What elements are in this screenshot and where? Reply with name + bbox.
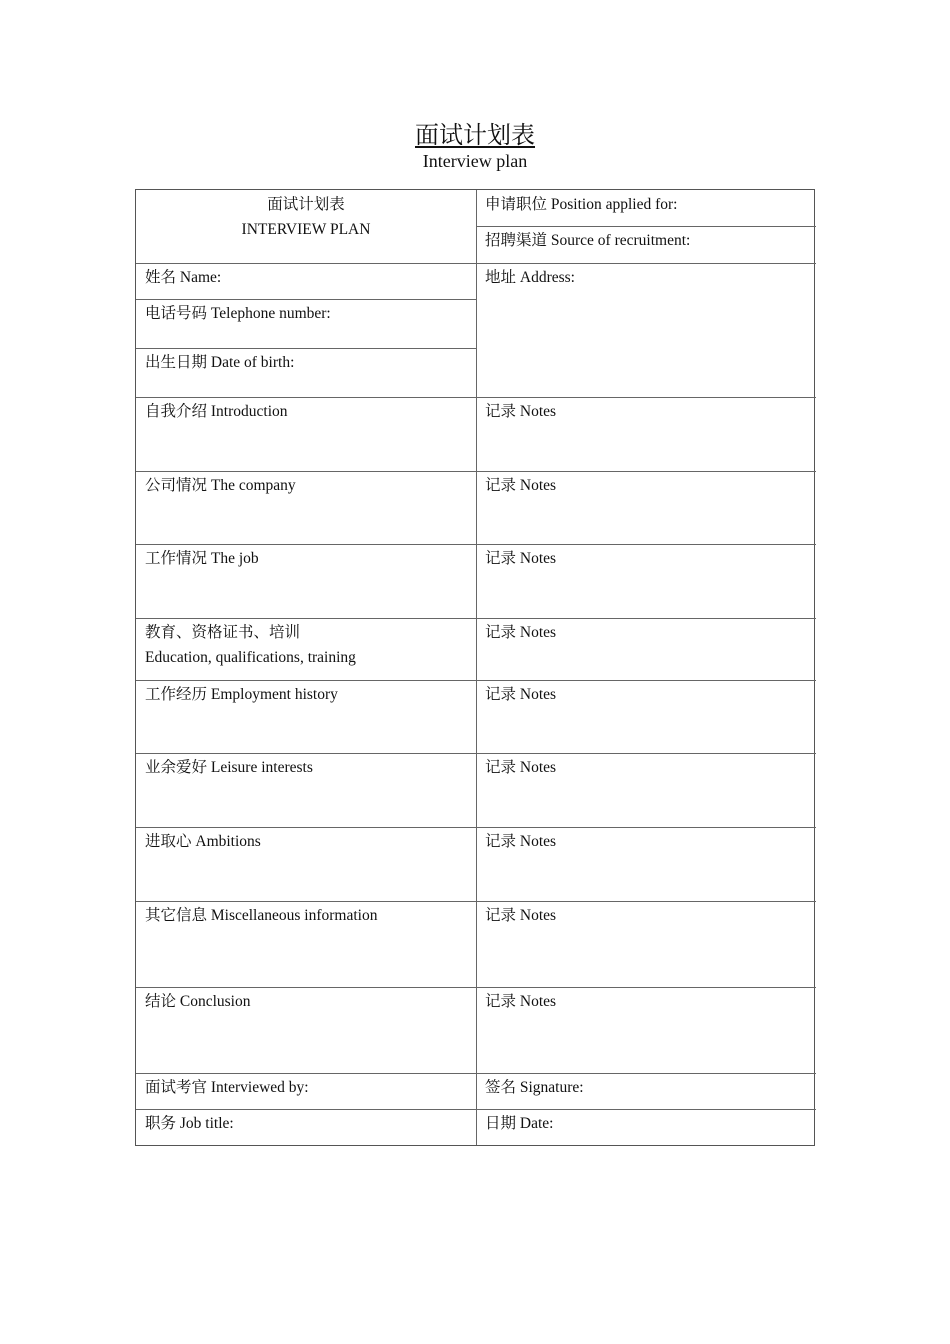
section-education-en: Education, qualifications, training (145, 649, 356, 666)
section-ambitions: 进取心 Ambitions (145, 833, 261, 850)
section-education-cn: 教育、资格证书、培训 (145, 624, 301, 641)
address-field[interactable]: 地址 Address: (485, 269, 575, 286)
plan-heading-cn: 面试计划表 (267, 196, 345, 213)
notes-ambitions[interactable]: 记录 Notes (485, 833, 557, 850)
section-leisure-interests: 业余爱好 Leisure interests (145, 759, 313, 776)
section-miscellaneous: 其它信息 Miscellaneous information (145, 907, 378, 924)
plan-heading-cell (136, 190, 476, 263)
interview-plan-form (135, 189, 815, 1146)
notes-introduction[interactable]: 记录 Notes (485, 403, 557, 420)
position-applied-field[interactable]: 申请职位 Position applied for: (485, 196, 678, 213)
date-field[interactable]: 日期 Date: (485, 1115, 554, 1132)
source-recruitment-field[interactable]: 招聘渠道 Source of recruitment: (485, 232, 691, 249)
notes-employment-history[interactable]: 记录 Notes (485, 686, 557, 703)
notes-leisure-interests[interactable]: 记录 Notes (485, 759, 557, 776)
telephone-field[interactable]: 电话号码 Telephone number: (145, 305, 331, 322)
notes-miscellaneous[interactable]: 记录 Notes (485, 907, 557, 924)
section-introduction: 自我介绍 Introduction (145, 403, 288, 420)
job-title-field[interactable]: 职务 Job title: (145, 1115, 234, 1132)
section-employment-history: 工作经历 Employment history (145, 686, 338, 703)
dob-field[interactable]: 出生日期 Date of birth: (145, 354, 295, 371)
interviewed-by-field[interactable]: 面试考官 Interviewed by: (145, 1079, 309, 1096)
document-title: 面试计划表 (415, 123, 535, 149)
name-field[interactable]: 姓名 Name: (145, 269, 222, 286)
notes-conclusion[interactable]: 记录 Notes (485, 993, 557, 1010)
section-education (136, 618, 476, 680)
signature-field[interactable]: 签名 Signature: (485, 1079, 584, 1096)
section-company: 公司情况 The company (145, 477, 296, 494)
notes-company[interactable]: 记录 Notes (485, 477, 557, 494)
notes-education[interactable]: 记录 Notes (485, 624, 557, 641)
document-subtitle: Interview plan (422, 151, 528, 171)
plan-heading-en: INTERVIEW PLAN (241, 221, 371, 238)
section-job: 工作情况 The job (145, 550, 259, 567)
notes-job[interactable]: 记录 Notes (485, 550, 557, 567)
section-conclusion: 结论 Conclusion (145, 993, 251, 1010)
